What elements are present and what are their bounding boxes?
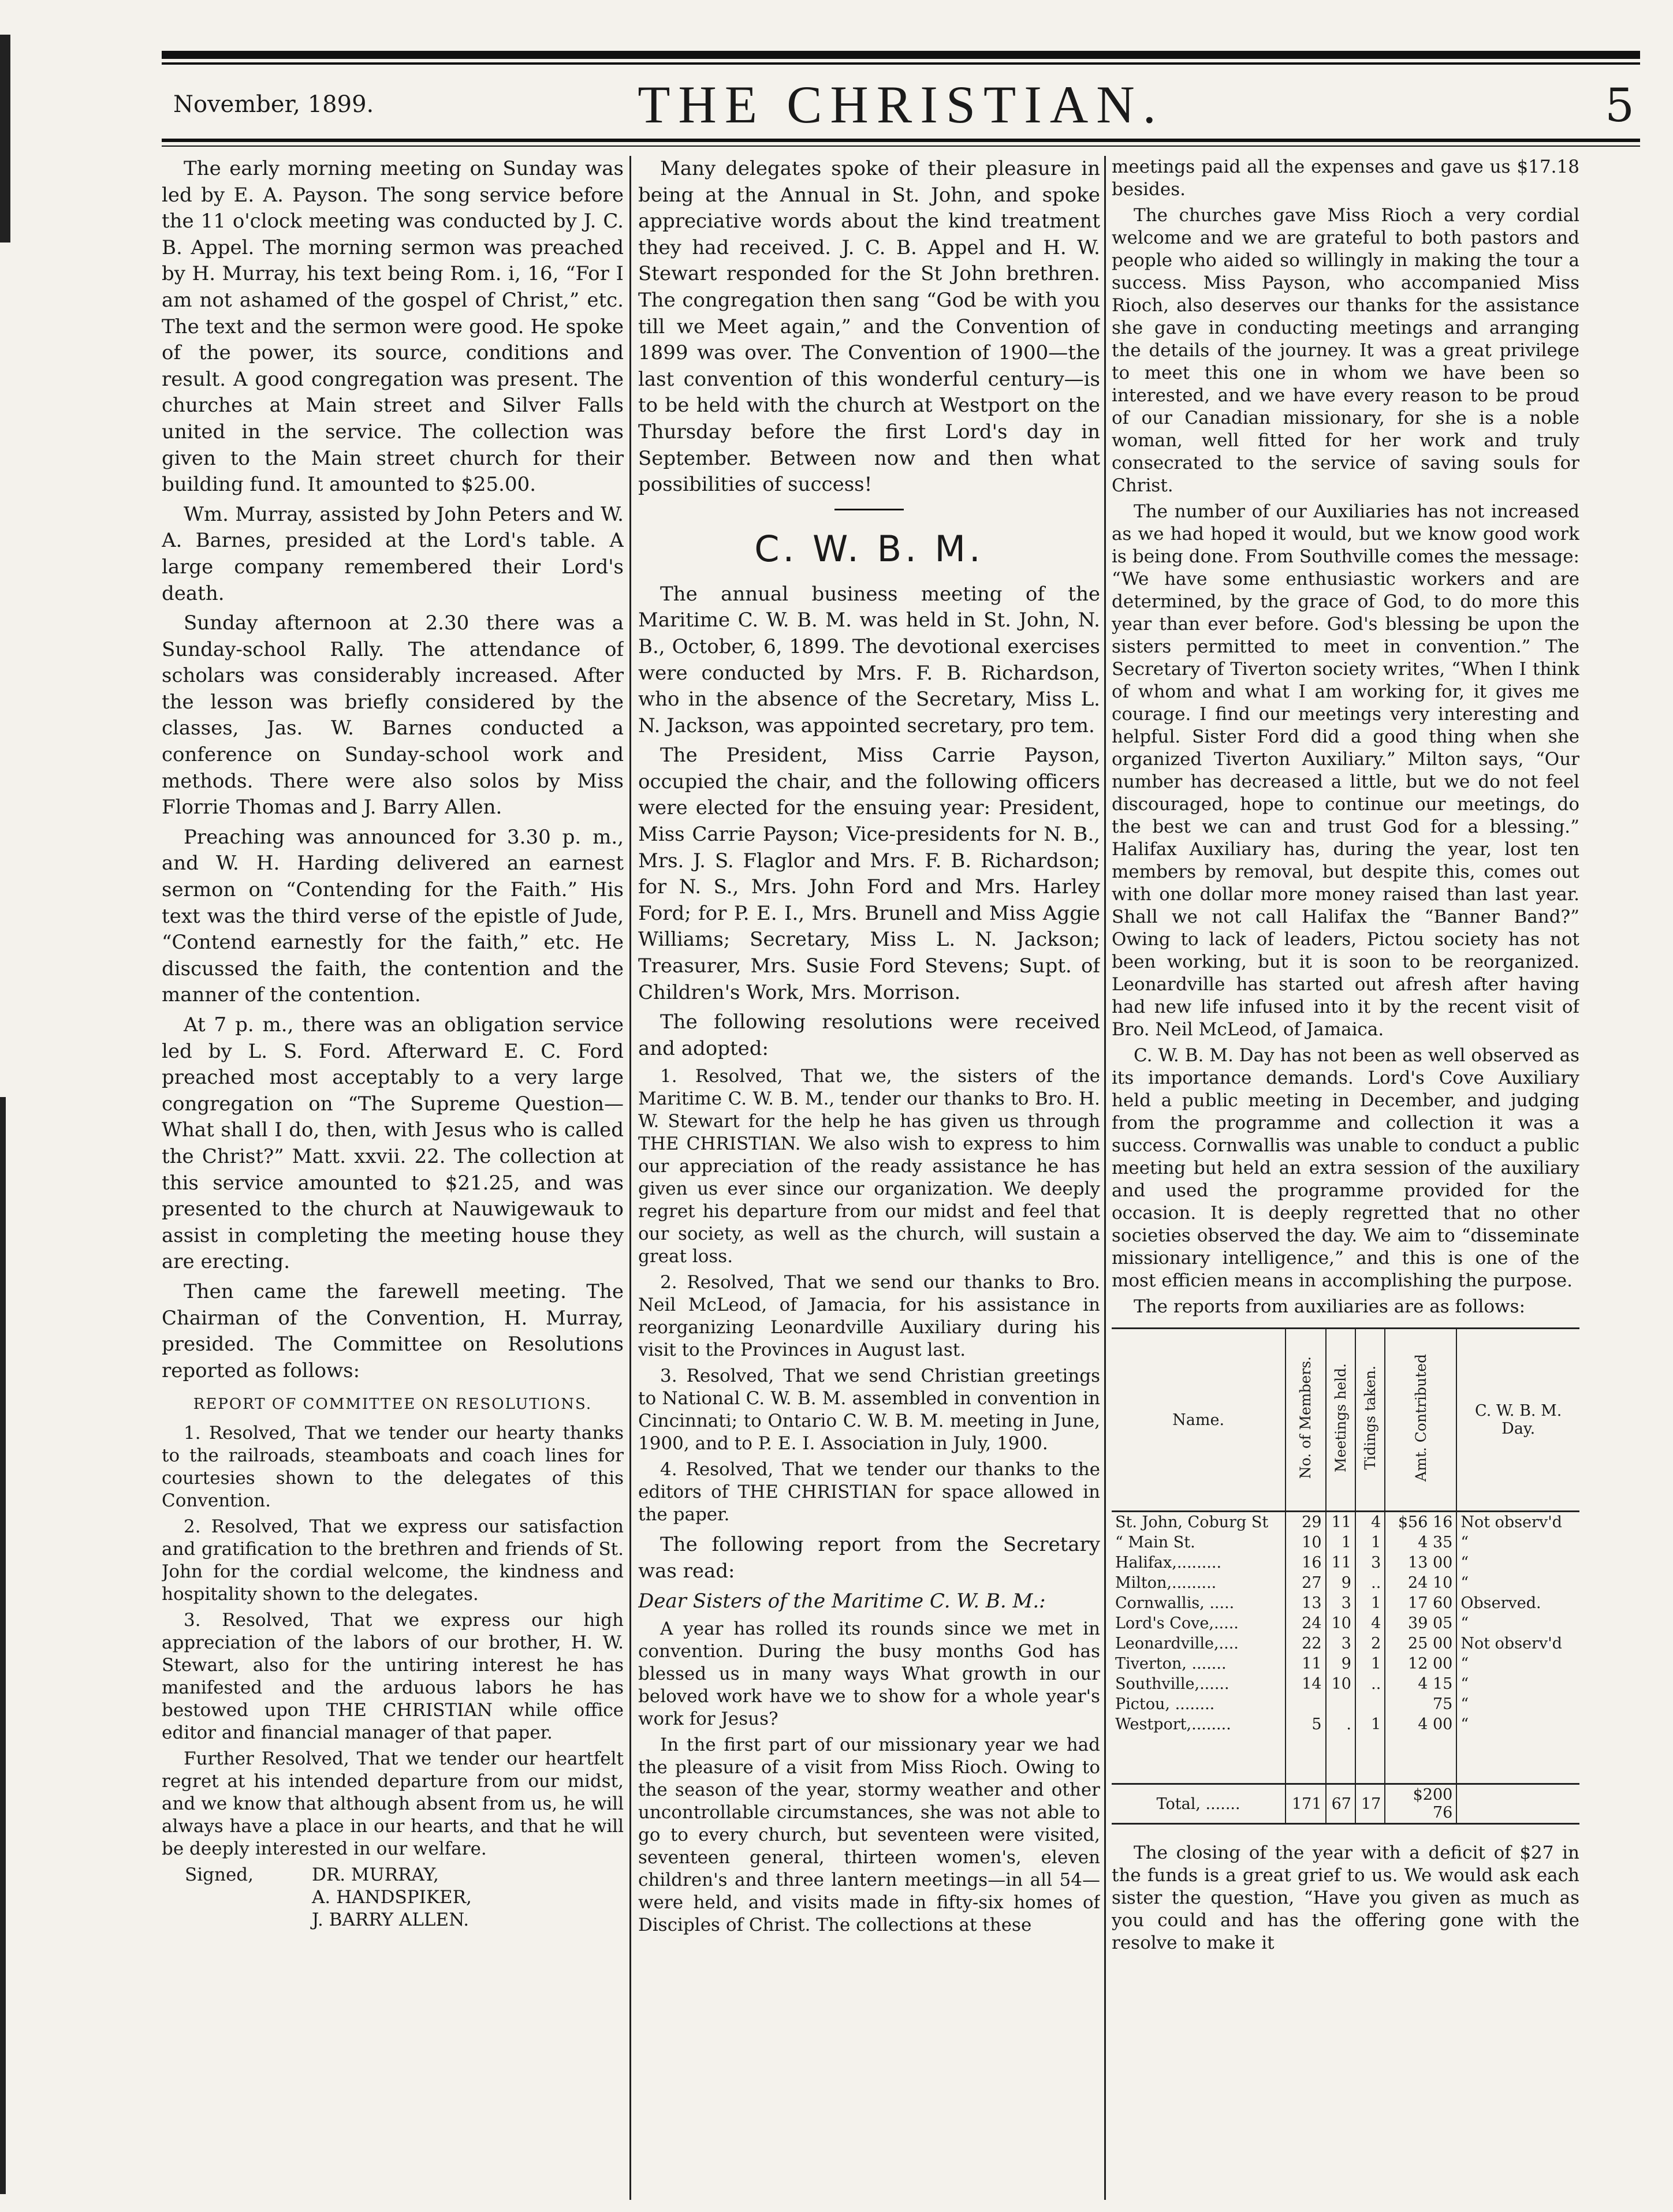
spacer-cell	[1112, 1734, 1286, 1784]
signed-label: Signed,	[185, 1864, 254, 1886]
cell-name: Milton,.........	[1115, 1574, 1217, 1592]
cell-members: 10	[1286, 1532, 1325, 1553]
cell-name: Leonardville,....	[1115, 1635, 1239, 1653]
cell-amount: 12 00	[1385, 1654, 1456, 1674]
table-body	[1112, 1512, 1579, 1824]
total-name: Total, .......	[1156, 1795, 1240, 1813]
column-3	[1112, 156, 1579, 2200]
cell-amount: 75	[1385, 1694, 1456, 1714]
table-row	[1112, 1593, 1579, 1613]
paragraph: The following report from the Secretary was read:	[638, 1533, 1100, 1583]
cell-day: Observed.	[1456, 1593, 1579, 1613]
resolution: 1. Resolved, That we, the sisters of the Maritime C. W. B. M., tender our thanks to Bro. H. W. Stewart for the help he has given us through THE CHRISTIAN. We also wish to express to him our appreciation of the ready assistance he has given us ever since our organization. We deeply regret his departure from our midst and feel that our society, as well as the church, will sustain a great loss.	[638, 1066, 1100, 1267]
paragraph: The annual business meeting of the Maritime C. W. B. M. was held in St. John, N. B., October, 6, 1899. The devotional exercises were conducted by Mrs. F. B. Richardson, who in the absence of the Secretary, Miss L. N. Jackson, was appointed secretary, pro tem.	[638, 582, 1100, 737]
cell-meetings: 9	[1326, 1654, 1355, 1674]
cell-amount: 39 05	[1385, 1613, 1456, 1633]
column-divider	[1104, 156, 1106, 2200]
cell-meetings	[1326, 1694, 1355, 1714]
cell-tidings: 1	[1355, 1532, 1385, 1553]
column-divider	[629, 156, 631, 2200]
auxiliary-report-table	[1112, 1327, 1579, 1825]
cell-amount: 17 60	[1385, 1593, 1456, 1613]
paragraph: A year has rolled its rounds since we met in convention. During the busy months God has blessed us in many ways What growth in our beloved work have we to show for a whole year's work for Jesus?	[638, 1618, 1100, 1730]
resolution: 2. Resolved, That we express our satisfaction and gratification to the brethren and friends of St. John for the cordial welcome, the kindness and hospitality shown to the delegates.	[162, 1516, 624, 1605]
cell-meetings: 11	[1326, 1553, 1355, 1573]
cell-members: 14	[1286, 1674, 1325, 1694]
cell-name: Halifax,.........	[1115, 1554, 1222, 1572]
cell-amount: 25 00	[1385, 1633, 1456, 1654]
resolutions-list	[638, 1065, 1100, 1526]
column-2	[638, 156, 1100, 2200]
table-row	[1112, 1633, 1579, 1654]
cell-tidings: ..	[1355, 1674, 1385, 1694]
cell-members	[1286, 1694, 1325, 1714]
header-name: Name.	[1172, 1411, 1225, 1429]
total-day	[1456, 1784, 1579, 1824]
table-row	[1112, 1613, 1579, 1633]
header-meetings: Meetings held.	[1332, 1363, 1349, 1472]
paragraph: Then came the farewell meeting. The Chairman of the Convention, H. Murray, presided. The Committee on Resolutions reported as follows:	[162, 1280, 624, 1382]
cell-meetings: 11	[1326, 1512, 1355, 1533]
section-heading: C. W. B. M.	[754, 527, 984, 570]
spacer-cell	[1355, 1734, 1385, 1784]
table-header-row	[1112, 1329, 1579, 1512]
table-row	[1112, 1512, 1579, 1533]
cell-name: Lord's Cove,.....	[1115, 1614, 1239, 1632]
cell-tidings: ..	[1355, 1573, 1385, 1593]
cell-meetings: 10	[1326, 1613, 1355, 1633]
resolution: 4. Resolved, That we tender our thanks to the editors of THE CHRISTIAN for space allowed in the paper.	[638, 1459, 1100, 1525]
cell-meetings: 3	[1326, 1593, 1355, 1613]
header-amount: Amt. Contributed	[1412, 1354, 1429, 1482]
table-row	[1112, 1714, 1579, 1734]
spacer-cell	[1456, 1734, 1579, 1784]
cell-tidings	[1355, 1694, 1385, 1714]
table-spacer-row	[1112, 1734, 1579, 1784]
cell-tidings: 4	[1355, 1512, 1385, 1533]
newspaper-title: THE CHRISTIAN.	[638, 75, 1164, 134]
cell-amount: 13 00	[1385, 1553, 1456, 1573]
cell-meetings: .	[1326, 1714, 1355, 1734]
resolution: 3. Resolved, That we express our high appreciation of the labors of our brother, H. W. Stewart, also for the untiring interest he has manifested and the arduous labors he has bestowed upon THE CHRISTIAN while office editor and financial manager of that paper.	[162, 1610, 624, 1744]
cell-amount: 4 35	[1385, 1532, 1456, 1553]
report-continued	[1112, 156, 1579, 1318]
cell-meetings: 9	[1326, 1573, 1355, 1593]
section-separator	[834, 509, 904, 510]
signatures	[162, 1864, 624, 1931]
cell-members: 11	[1286, 1654, 1325, 1674]
total-tidings: 17	[1355, 1784, 1385, 1824]
cell-tidings: 1	[1355, 1593, 1385, 1613]
resolution: 1. Resolved, That we tender our hearty thanks to the railroads, steamboats and coach lines for courtesies shown to the delegates of this Convention.	[162, 1423, 624, 1512]
column-1	[162, 156, 624, 2200]
spacer-cell	[1326, 1734, 1355, 1784]
spacer-cell	[1385, 1734, 1456, 1784]
paragraph: Many delegates spoke of their pleasure in being at the Annual in St. John, and spoke appreciative words about the kind treatment they had received. J. C. B. Appel and H. W. Stewart responded for the St John brethren. The congregation then sang “God be with you till we Meet again,” and the Convention of 1899 was over. The Convention of 1900—the last convention of this wonderful century—is to be held with the church at Westport on the Thursday before the first Lord's day in September. Between now and then what possibilities of success!	[638, 157, 1100, 497]
cell-tidings: 1	[1355, 1714, 1385, 1734]
paragraph: The early morning meeting on Sunday was led by E. A. Payson. The song service before the 11 o'clock meeting was conducted by J. C. B. Appel. The morning sermon was preached by H. Murray, his text being Rom. i, 16, “For I am not ashamed of the gospel of Christ,” etc. The text and the sermon were good. He spoke of the power, its source, conditions and result. A good congregation was present. The churches at Main street and Silver Falls united in the service. The collection was given to the Main street church for their building fund. It amounted to $25.00.	[162, 157, 624, 497]
cell-day: “	[1456, 1613, 1579, 1633]
cell-name: Pictou, ........	[1115, 1695, 1215, 1713]
cell-amount: 4 00	[1385, 1714, 1456, 1734]
paragraph: Wm. Murray, assisted by John Peters and W. A. Barnes, presided at the Lord's table. A large company remembered their Lord's death.	[162, 502, 624, 605]
cell-members: 16	[1286, 1553, 1325, 1573]
header-rule	[162, 146, 1640, 147]
report-heading: REPORT OF COMMITTEE ON RESOLUTIONS.	[193, 1396, 593, 1413]
cell-day: Not observ'd	[1456, 1633, 1579, 1654]
paragraph: The President, Miss Carrie Payson, occupied the chair, and the following officers were elected for the ensuing year: President, Miss Carrie Payson; Vice-presidents for N. B., Mrs. J. S. Flaglor and Mrs. F. B. Richardson; for N. S., Mrs. John Ford and Mrs. Harley Ford; for P. E. I., Mrs. Brunell and Miss Aggie Williams; Secretary, Miss L. N. Jackson; Treasurer, Mrs. Susie Ford Stevens; Supt. of Children's Work, Mrs. Morrison.	[638, 744, 1100, 1004]
total-members: 171	[1286, 1784, 1325, 1824]
table-total-row	[1112, 1784, 1579, 1824]
signatory: J. BARRY ALLEN.	[312, 1909, 470, 1931]
header-cwbm-day: C. W. B. M. Day.	[1456, 1329, 1579, 1512]
table-row	[1112, 1654, 1579, 1674]
paragraph: Preaching was announced for 3.30 p. m., and W. H. Harding delivered an earnest sermon on “Contending for the Faith.” His text was the third verse of the epistle of Jude, “Contend earnestly for the faith,” etc. He discussed the faith, the contention and the manner of the contention.	[162, 825, 624, 1007]
header-members: No. of Members.	[1297, 1356, 1314, 1479]
total-meetings: 67	[1326, 1784, 1355, 1824]
cell-tidings: 4	[1355, 1613, 1385, 1633]
cell-day: “	[1456, 1654, 1579, 1674]
cell-amount: $56 16	[1385, 1512, 1456, 1533]
resolutions-list	[162, 1422, 624, 1860]
page-number: 5	[1605, 79, 1634, 132]
cell-members: 24	[1286, 1613, 1325, 1633]
cell-members: 5	[1286, 1714, 1325, 1734]
masthead	[162, 74, 1640, 137]
masthead-rule	[162, 51, 1640, 59]
cell-day: “	[1456, 1573, 1579, 1593]
issue-date: November, 1899.	[173, 91, 374, 118]
cell-members: 22	[1286, 1633, 1325, 1654]
header-tidings: Tidings taken.	[1362, 1366, 1379, 1470]
header-rule	[162, 139, 1640, 142]
cell-day: “	[1456, 1532, 1579, 1553]
paragraph: C. W. B. M. Day has not been as well observed as its importance demands. Lord's Cove Auxiliary held a public meeting in December, and judging from the programme and collection it was a success. Cornwallis was unable to conduct a public meeting but held an extra session of the auxiliary and used the programme provided for the occasion. It is deeply regretted that no other societies observed the day. We aim to “disseminate missionary intelligence,” and this is one of the most efficien means in accomplishing the purpose.	[1112, 1045, 1579, 1291]
cell-tidings: 2	[1355, 1633, 1385, 1654]
paragraph: At 7 p. m., there was an obligation service led by L. S. Ford. Afterward E. C. Ford preached most acceptably to a very large congregation on “The Supreme Question—What shall I do, then, with Jesus who is called the Christ?” Matt. xxvii. 22. The collection at this service amounted to $21.25, and was presented to the church at Nauwigewauk to assist in completing the meeting house they are erecting.	[162, 1013, 624, 1274]
cell-name: St. John, Coburg St	[1115, 1513, 1269, 1531]
cell-name: Tiverton, .......	[1115, 1655, 1227, 1673]
cell-day: “	[1456, 1674, 1579, 1694]
paragraph: The number of our Auxiliaries has not increased as we had hoped it would, but we know good work is being done. From Southville comes the message: “We have some enthusiastic workers and are determined, by the grace of God, to do more this year than ever before. God's blessing be upon the sisters permitted to meet in convention.” The Secretary of Tiverton society writes, “When I think of whom and what I am working for, it gives me courage. I find our meetings very interesting and helpful. Sister Ford did a good thing when she organized Tiverton Auxiliary.” Milton says, “Our number has decreased a little, but we do not feel discouraged, hope to continue our meetings, do the best we can and trust God for a blessing.” Halifax Auxiliary has, during the year, lost ten members by removal, but despite this, comes out with one dollar more money raised than last year. Shall we not call Halifax the “Banner Band?” Owing to lack of leaders, Pictou society has not been working, but it is soon to be reorganized. Leonardville has started out afresh after having had new life infused into it by the recent visit of Bro. Neil McLeod, of Jamaica.	[1112, 501, 1579, 1040]
cell-amount: 4 15	[1385, 1674, 1456, 1694]
cell-amount: 24 10	[1385, 1573, 1456, 1593]
cell-name: “ Main St.	[1115, 1534, 1195, 1551]
cell-day: Not observ'd	[1456, 1512, 1579, 1533]
cell-members: 27	[1286, 1573, 1325, 1593]
cell-meetings: 3	[1326, 1633, 1355, 1654]
closing-section	[1112, 1842, 1579, 1954]
masthead-rule	[162, 62, 1640, 65]
table-row	[1112, 1553, 1579, 1573]
salutation: Dear Sisters of the Maritime C. W. B. M.:	[638, 1589, 1046, 1613]
signatory: DR. MURRAY,	[312, 1864, 439, 1886]
paragraph: meetings paid all the expenses and gave us $17.18 besides.	[1112, 156, 1579, 200]
paragraph: The following resolutions were received and adopted:	[638, 1010, 1100, 1060]
cell-day: “	[1456, 1694, 1579, 1714]
cell-meetings: 10	[1326, 1674, 1355, 1694]
cell-day: “	[1456, 1714, 1579, 1734]
cell-name: Cornwallis, .....	[1115, 1594, 1235, 1612]
cell-members: 13	[1286, 1593, 1325, 1613]
cell-name: Westport,........	[1115, 1715, 1231, 1733]
paragraph: In the first part of our missionary year we had the pleasure of a visit from Miss Rioch. Owing to the season of the year, stormy weather and other uncontrollable circumstances, she was not able to go to every church, but seventeen were visited, seventeen general, thirteen women's, eleven children's and three lantern meetings—in all 54—were held, and visits made in fifty-six homes of Disciples of Christ. The collections at these	[638, 1734, 1100, 1936]
cell-tidings: 3	[1355, 1553, 1385, 1573]
paragraph: The reports from auxiliaries are as follows:	[1134, 1296, 1526, 1317]
scan-edge	[0, 35, 10, 243]
paragraph: The closing of the year with a deficit of $27 in the funds is a great grief to us. We would ask each sister the question, “Have you given as much as you could and has the offering gone with the resolve to make it	[1112, 1842, 1579, 1953]
table-row	[1112, 1532, 1579, 1553]
cell-name: Southville,......	[1115, 1675, 1229, 1693]
spacer-cell	[1286, 1734, 1325, 1784]
table-row	[1112, 1694, 1579, 1714]
cell-meetings: 1	[1326, 1532, 1355, 1553]
cell-day: “	[1456, 1553, 1579, 1573]
total-amount: $200 76	[1385, 1784, 1456, 1824]
scan-edge	[0, 1097, 6, 2194]
paragraph: Sunday afternoon at 2.30 there was a Sunday-school Rally. The attendance of scholars was considerably increased. After the lesson was briefly considered by the classes, Jas. W. Barnes conducted a conference on Sunday-school work and methods. There were also solos by Miss Florrie Thomas and J. Barry Allen.	[162, 611, 624, 819]
secretary-report	[638, 1618, 1100, 1937]
cell-members: 29	[1286, 1512, 1325, 1533]
table-row	[1112, 1573, 1579, 1593]
resolution: 3. Resolved, That we send Christian greetings to National C. W. B. M. assembled in convention in Cincinnati; to Ontario C. W. B. M. meeting in June, 1900, and to P. E. I. Association in July, 1900.	[638, 1366, 1100, 1454]
signatory: A. HANDSPIKER,	[312, 1887, 472, 1908]
cell-tidings: 1	[1355, 1654, 1385, 1674]
resolution: 2. Resolved, That we send our thanks to Bro. Neil McLeod, of Jamacia, for his assistance in reorganizing Leonardville Auxiliary during his visit to the Provinces in August last.	[638, 1272, 1100, 1361]
table-row	[1112, 1674, 1579, 1694]
resolution: Further Resolved, That we tender our heartfelt regret at his intended departure from our midst, and we know that although absent from us, he will always have a place in our hearts, and that he will be deeply interested in our welfare.	[162, 1748, 624, 1860]
paragraph: The churches gave Miss Rioch a very cordial welcome and we are grateful to both pastors and people who aided so willingly in making the tour a success. Miss Payson, who accompanied Miss Rioch, also deserves our thanks for the assistance she gave in conducting meetings and arranging the details of the journey. It was a great privilege to meet this one in whom we have been so interested, and we have every reason to be proud of our Canadian missionary, for she is a noble woman, well fitted for her work and truly consecrated to the service of saving souls for Christ.	[1112, 205, 1579, 496]
